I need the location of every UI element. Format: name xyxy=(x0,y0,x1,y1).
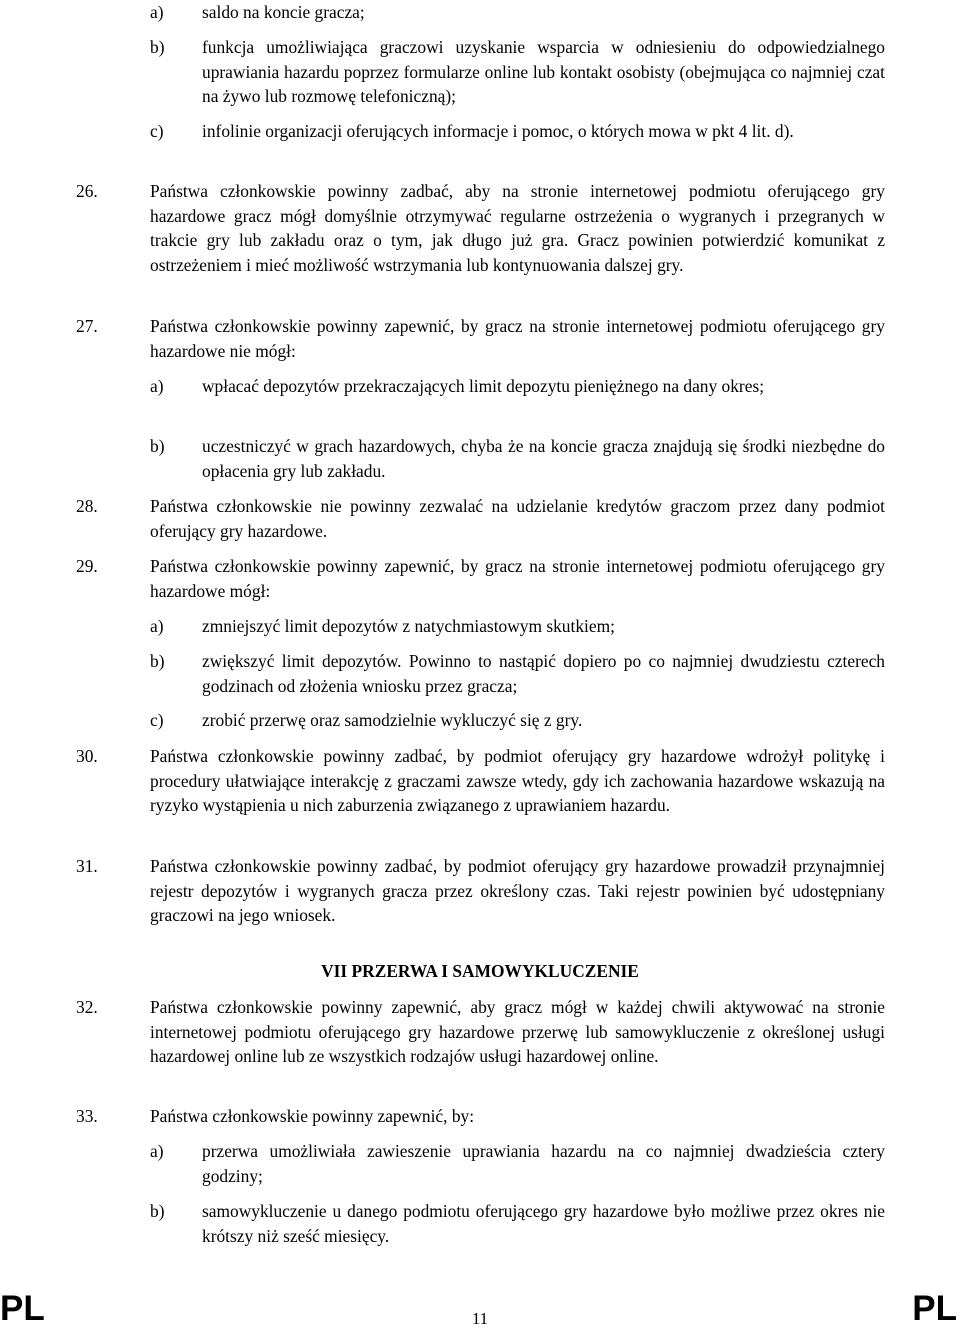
paragraph-30 xyxy=(76,744,885,818)
list-item-label: b) xyxy=(150,1201,165,1221)
list-item-text: zmniejszyć limit depozytów z natychmiastowym skutkiem; xyxy=(202,616,615,636)
list-item-label: a) xyxy=(150,376,164,396)
list-item-label: a) xyxy=(150,1141,164,1161)
list-item-text: saldo na koncie gracza; xyxy=(202,2,365,22)
paragraph-number: 27. xyxy=(76,316,98,336)
list-item-text: wpłacać depozytów przekraczających limit depozytu pieniężnego na dany okres; xyxy=(202,376,765,396)
paragraph-28 xyxy=(76,494,885,543)
list-item xyxy=(150,649,885,698)
paragraph-27 xyxy=(76,314,885,363)
list-item-label: b) xyxy=(150,436,165,456)
list-item-label: a) xyxy=(150,2,164,22)
paragraph-text: Państwa członkowskie nie powinny zezwalać na udzielanie kredytów graczom przez dany podmiot oferujący gry hazardowe. xyxy=(150,496,885,541)
footer-language-code-left: PL xyxy=(0,1289,45,1328)
paragraph-number: 26. xyxy=(76,181,98,201)
paragraph-number: 33. xyxy=(76,1106,98,1126)
paragraph-text: Państwa członkowskie powinny zapewnić, by gracz na stronie internetowej podmiotu oferującego gry hazardowe mógł: xyxy=(150,556,885,601)
list-item-label: b) xyxy=(150,37,165,57)
paragraph-29 xyxy=(76,554,885,603)
section-heading: VII PRZERWA I SAMOWYKLUCZENIE xyxy=(321,961,639,981)
list-item-label: a) xyxy=(150,616,164,636)
paragraph-number: 30. xyxy=(76,746,98,766)
paragraph-number: 29. xyxy=(76,556,98,576)
list-item xyxy=(150,1139,885,1188)
paragraph-text: Państwa członkowskie powinny zapewnić, aby gracz mógł w każdej chwili aktywować na stronie internetowej podmiotu oferującego gry hazardowe przerwę lub samowykluczenie z określonej usługi hazardowej online lub ze wszystkich rodzajów usługi hazardowej online. xyxy=(150,997,885,1067)
list-item-text: zrobić przerwę oraz samodzielnie wykluczyć się z gry. xyxy=(202,710,583,730)
list-item xyxy=(150,0,885,25)
paragraph-32 xyxy=(76,995,885,1069)
paragraph-text: Państwa członkowskie powinny zapewnić, by: xyxy=(150,1106,475,1126)
list-item-text: infolinie organizacji oferujących informacje i pomoc, o których mowa w pkt 4 lit. d). xyxy=(202,121,794,141)
paragraph-text: Państwa członkowskie powinny zadbać, by podmiot oferujący gry hazardowe prowadził przynajmniej rejestr depozytów i wygranych gracza przez określony czas. Taki rejestr powinien być udostępniany graczowi na jego wniosek. xyxy=(150,856,885,926)
list-item xyxy=(150,35,885,109)
paragraph-text: Państwa członkowskie powinny zadbać, aby na stronie internetowej podmiotu oferującego gry hazardowe gracz mógł domyślnie otrzymywać regularne ostrzeżenia o wygranych i przegranych w trakcie gry lub zakładu oraz o tym, jak długo już gra. Gracz powinien potwierdzić komunikat z ostrzeżeniem i mieć możliwość wstrzymania lub kontynuowania dalszej gry. xyxy=(150,181,885,275)
list-item xyxy=(150,119,885,144)
list-item xyxy=(150,614,885,639)
paragraph-33 xyxy=(76,1104,885,1129)
list-item-label: c) xyxy=(150,710,164,730)
list-item-text: przerwa umożliwiała zawieszenie uprawiania hazardu na co najmniej dwadzieścia cztery godziny; xyxy=(202,1141,885,1186)
footer-language-code-right: PL xyxy=(912,1289,957,1328)
paragraph-number: 28. xyxy=(76,496,98,516)
list-item xyxy=(150,1199,885,1248)
paragraph-text: Państwa członkowskie powinny zadbać, by podmiot oferujący gry hazardowe wdrożył politykę i procedury ułatwiające interakcję z graczami zawsze wtedy, gdy ich zachowania hazardowe wskazują na ryzyko wystąpienia u nich zaburzenia związanego z uprawianiem hazardu. xyxy=(150,746,885,816)
paragraph-number: 31. xyxy=(76,856,98,876)
list-item xyxy=(150,434,885,483)
list-item-label: b) xyxy=(150,651,165,671)
list-item-text: samowykluczenie u danego podmiotu oferującego gry hazardowe było możliwe przez okres nie krótszy niż sześć miesięcy. xyxy=(202,1201,885,1246)
paragraph-31 xyxy=(76,854,885,928)
list-item-label: c) xyxy=(150,121,164,141)
list-item-text: funkcja umożliwiająca graczowi uzyskanie wsparcia w odniesieniu do odpowiedzialnego uprawiania hazardu poprzez formularze online lub kontakt osobisty (obejmująca co najmniej czat na żywo lub rozmowę telefoniczną); xyxy=(202,37,885,107)
list-item xyxy=(150,708,885,733)
page-number: 11 xyxy=(471,1309,489,1328)
list-item xyxy=(150,374,885,399)
paragraph-text: Państwa członkowskie powinny zapewnić, by gracz na stronie internetowej podmiotu oferującego gry hazardowe nie mógł: xyxy=(150,316,885,361)
paragraph-26 xyxy=(76,179,885,277)
list-item-text: uczestniczyć w grach hazardowych, chyba że na koncie gracza znajdują się środki niezbędne do opłacenia gry lub zakładu. xyxy=(202,436,885,481)
list-item-text: zwiększyć limit depozytów. Powinno to nastąpić dopiero po co najmniej dwudziestu czterech godzinach od złożenia wniosku przez gracza; xyxy=(202,651,885,696)
paragraph-number: 32. xyxy=(76,997,98,1017)
